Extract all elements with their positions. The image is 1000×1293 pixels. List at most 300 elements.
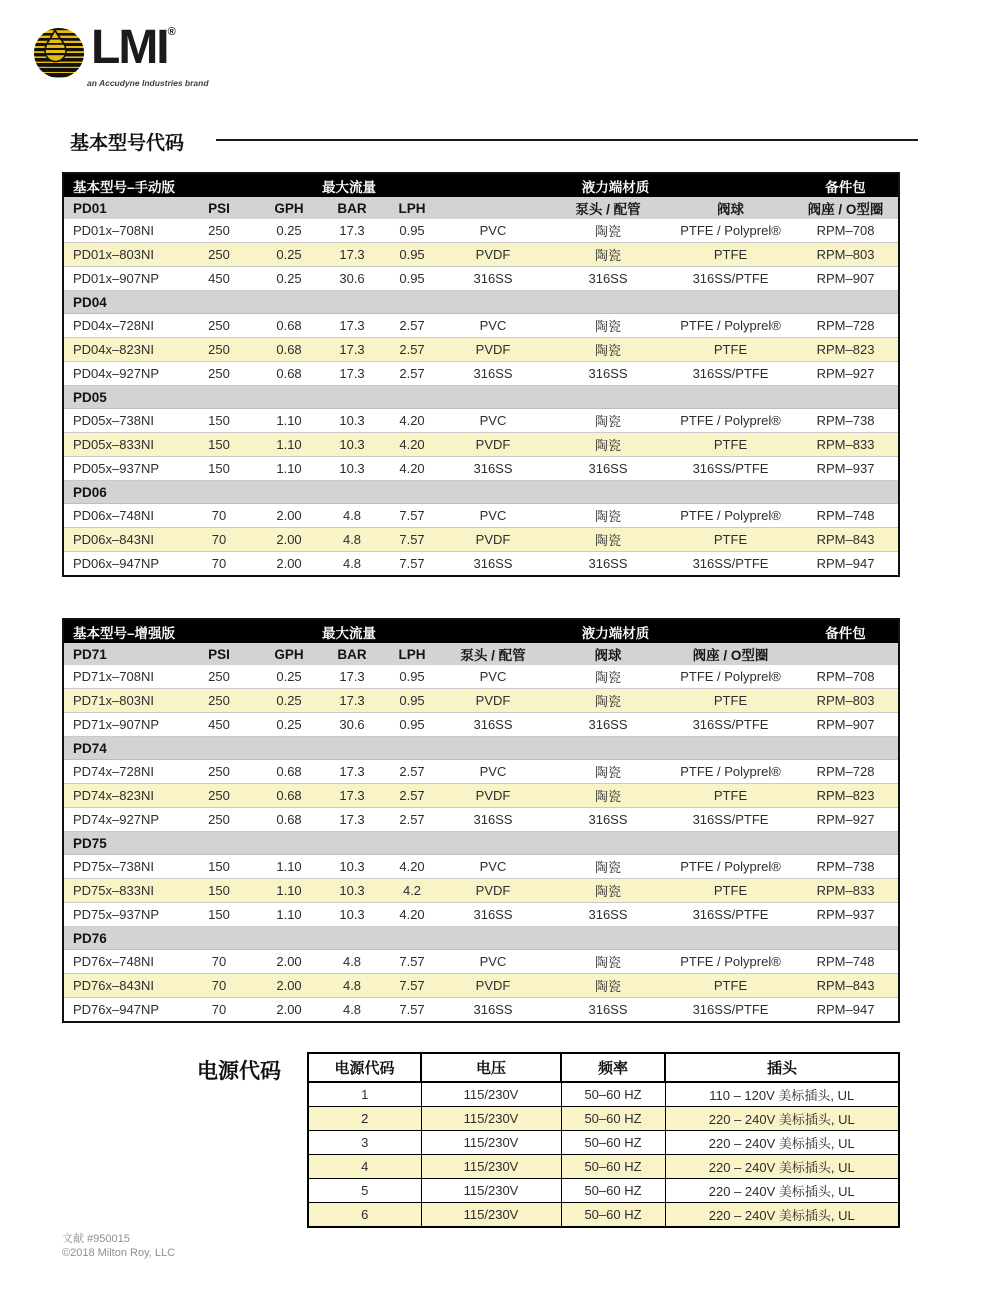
table-cell: 0.95 [386,689,438,713]
table-cell: 4.20 [386,409,438,433]
table-cell: 1.10 [260,855,318,879]
table-cell: 250 [178,314,260,338]
table-cell: PVDF [438,433,548,457]
table-cell: PD74x–728NI [63,760,178,784]
table-cell: 0.25 [260,713,318,737]
table-cell: PVC [438,665,548,689]
table-row [63,457,899,481]
table-cell: RPM–803 [793,243,899,267]
table-cell: 4.20 [386,433,438,457]
table-cell: PVDF [438,879,548,903]
table-cell: PTFE / Polyprel® [668,219,793,243]
table-cell: 7.57 [386,528,438,552]
table-cell: PTFE [668,338,793,362]
table-row [63,409,899,433]
table-cell: RPM–748 [793,504,899,528]
table-cell: 1.10 [260,879,318,903]
table-row [63,950,899,974]
table-cell: 115/230V [421,1107,561,1131]
table-cell: 0.25 [260,219,318,243]
table-cell: RPM–708 [793,219,899,243]
table-row [63,713,899,737]
section-row [63,737,899,760]
table-row [308,1107,899,1131]
power-table-body [308,1082,899,1227]
table-row [63,528,899,552]
table-cell: PTFE [668,243,793,267]
table-cell: PD71x–907NP [63,713,178,737]
table-cell: 316SS [548,267,668,291]
table-row [308,1155,899,1179]
table-cell: 316SS [438,457,548,481]
table-row [308,1131,899,1155]
table-cell: 0.25 [260,689,318,713]
table-cell: RPM–907 [793,267,899,291]
table-cell: 17.3 [318,808,386,832]
table-cell: 250 [178,362,260,386]
table-row [63,760,899,784]
column-header: 阀座 / O型圈 [793,197,899,219]
model-table-manual-body [63,219,899,576]
table-cell: RPM–728 [793,760,899,784]
table-cell: 316SS [548,903,668,927]
table-cell: PTFE [668,689,793,713]
table-cell: 250 [178,338,260,362]
table-cell: 150 [178,879,260,903]
table-cell: 0.68 [260,362,318,386]
table-cell: 2.57 [386,760,438,784]
table-cell: 1.10 [260,903,318,927]
table-cell: 0.68 [260,314,318,338]
table-cell: 30.6 [318,267,386,291]
table-cell: 70 [178,552,260,577]
table-cell: 5 [308,1179,421,1203]
table-cell: 220 – 240V 美标插头, UL [665,1179,899,1203]
table-cell: 316SS [438,267,548,291]
table-cell: 50–60 HZ [561,1179,665,1203]
table-cell: 250 [178,665,260,689]
table-row [63,808,899,832]
table-cell: 50–60 HZ [561,1203,665,1228]
table-cell: PD01x–708NI [63,219,178,243]
table-cell: 7.57 [386,998,438,1023]
table-cell: 10.3 [318,457,386,481]
table-cell: 1 [308,1082,421,1107]
table-cell: 17.3 [318,219,386,243]
table-cell: 0.68 [260,338,318,362]
table-cell: RPM–708 [793,665,899,689]
table-row [63,314,899,338]
table-cell: 50–60 HZ [561,1131,665,1155]
table-cell: RPM–823 [793,338,899,362]
section-row [63,481,899,504]
table-cell: PD74x–823NI [63,784,178,808]
column-header: GPH [260,643,318,665]
table-row [63,552,899,577]
table-cell: 316SS/PTFE [668,808,793,832]
column-header: 频率 [561,1053,665,1082]
table-cell: 2.00 [260,974,318,998]
table-cell: 115/230V [421,1082,561,1107]
table-cell: RPM–937 [793,903,899,927]
table-cell: PD04x–823NI [63,338,178,362]
section-row [63,927,899,950]
section-label: PD74 [63,737,899,760]
table-cell: PTFE / Polyprel® [668,855,793,879]
table-row [63,504,899,528]
column-header: PD01 [63,197,178,219]
table-cell: 7.57 [386,552,438,577]
table-cell: 2.00 [260,552,318,577]
column-header: 泵头 / 配管 [438,643,548,665]
table-cell: 316SS [438,552,548,577]
table-cell: 10.3 [318,879,386,903]
table-cell: 150 [178,855,260,879]
table-cell: RPM–937 [793,457,899,481]
column-header [793,643,899,665]
table-cell: 115/230V [421,1131,561,1155]
table-cell: PTFE [668,528,793,552]
table-cell: 陶瓷 [548,855,668,879]
column-header: 泵头 / 配管 [548,197,668,219]
table-cell: 1.10 [260,409,318,433]
table-cell: 450 [178,713,260,737]
table-cell: 陶瓷 [548,689,668,713]
table-cell: 0.25 [260,267,318,291]
table-row [63,665,899,689]
table-cell: 220 – 240V 美标插头, UL [665,1131,899,1155]
table-cell: 316SS [548,808,668,832]
table-cell: 陶瓷 [548,409,668,433]
table-cell: PD05x–833NI [63,433,178,457]
table-row [308,1179,899,1203]
table-cell: 0.68 [260,760,318,784]
table-cell: PD05x–738NI [63,409,178,433]
table-cell: 220 – 240V 美标插头, UL [665,1107,899,1131]
table-cell: PD71x–803NI [63,689,178,713]
table-cell: 2.00 [260,998,318,1023]
table-cell: 316SS/PTFE [668,713,793,737]
table-cell: PTFE / Polyprel® [668,504,793,528]
table-cell: 115/230V [421,1203,561,1228]
column-header: LPH [386,197,438,219]
table-cell: PD06x–947NP [63,552,178,577]
table-cell: PD76x–843NI [63,974,178,998]
table-cell: 2.00 [260,504,318,528]
table-cell: 110 – 120V 美标插头, UL [665,1082,899,1107]
table-cell: PD76x–748NI [63,950,178,974]
table-row [63,219,899,243]
table-cell: RPM–927 [793,808,899,832]
table-cell: 3 [308,1131,421,1155]
table-cell: PVC [438,760,548,784]
table-row [63,689,899,713]
table-cell: PD06x–843NI [63,528,178,552]
table-cell: PD04x–728NI [63,314,178,338]
table-cell: 250 [178,219,260,243]
table-cell: 6 [308,1203,421,1228]
table-row [63,243,899,267]
band-material-header: 液力端材质 [438,173,793,197]
table-row [308,1082,899,1107]
table-cell: 7.57 [386,974,438,998]
table-cell: 17.3 [318,243,386,267]
table-cell: 220 – 240V 美标插头, UL [665,1203,899,1228]
section-label: PD04 [63,291,899,314]
table-cell: 316SS [438,998,548,1023]
table-row [63,267,899,291]
table-cell: 0.95 [386,219,438,243]
band-material-header: 液力端材质 [438,619,793,643]
table-cell: 0.25 [260,665,318,689]
table-cell: RPM–927 [793,362,899,386]
table-cell: 2.00 [260,528,318,552]
table-cell: PVDF [438,528,548,552]
table-cell: 4.20 [386,457,438,481]
table-cell: PD04x–927NP [63,362,178,386]
table-row [63,433,899,457]
table-cell: RPM–947 [793,998,899,1023]
section-row [63,291,899,314]
table-cell: PTFE / Polyprel® [668,409,793,433]
section-label: PD76 [63,927,899,950]
lmi-logo [33,21,176,85]
table-cell: 4.8 [318,974,386,998]
document-number: 文献 #950015 [62,1233,130,1245]
column-header: 电压 [421,1053,561,1082]
table-cell: 316SS/PTFE [668,998,793,1023]
table-cell: 0.95 [386,665,438,689]
table-cell: PVC [438,950,548,974]
power-header-row [308,1053,899,1082]
band-title: 基本型号–增强版 [63,619,260,643]
table-cell: 70 [178,504,260,528]
table-cell: 7.57 [386,950,438,974]
table-row [63,362,899,386]
table-cell: PVC [438,314,548,338]
table-cell: 17.3 [318,689,386,713]
table-cell: 10.3 [318,855,386,879]
table-cell: 陶瓷 [548,950,668,974]
table-cell: 4.8 [318,504,386,528]
table-row [63,784,899,808]
table-cell: 陶瓷 [548,504,668,528]
table-cell: 316SS [438,903,548,927]
band-flow-header: 最大流量 [260,619,438,643]
table-cell: PTFE / Polyprel® [668,665,793,689]
table-cell: PD75x–738NI [63,855,178,879]
table-cell: PD01x–803NI [63,243,178,267]
table-cell: PVC [438,219,548,243]
table-cell: 316SS/PTFE [668,552,793,577]
column-header: 插头 [665,1053,899,1082]
table-cell: 17.3 [318,362,386,386]
table-cell: 50–60 HZ [561,1107,665,1131]
table-cell: PVDF [438,689,548,713]
table-cell: PTFE / Polyprel® [668,760,793,784]
table-cell: 150 [178,457,260,481]
table-cell: 316SS [438,362,548,386]
table-cell: 30.6 [318,713,386,737]
model-table-enhanced [62,618,900,1023]
table-cell: 316SS [548,713,668,737]
table-cell: PVDF [438,784,548,808]
lmi-wordmark: LMI® [91,21,176,74]
table-cell: 250 [178,808,260,832]
table-cell: RPM–833 [793,879,899,903]
table-cell: 2.57 [386,314,438,338]
table-cell: RPM–738 [793,855,899,879]
table-cell: 2.57 [386,784,438,808]
table-cell: 316SS/PTFE [668,457,793,481]
column-header: GPH [260,197,318,219]
table-cell: RPM–728 [793,314,899,338]
table-cell: 17.3 [318,338,386,362]
table-cell: 50–60 HZ [561,1082,665,1107]
table-cell: 陶瓷 [548,243,668,267]
column-header: PSI [178,197,260,219]
column-header: 阀座 / O型圈 [668,643,793,665]
column-header [438,197,548,219]
table-cell: 陶瓷 [548,338,668,362]
table-cell: 250 [178,689,260,713]
table-cell: 4.8 [318,528,386,552]
band-kit-header: 备件包 [793,173,899,197]
model-table-enhanced-body [63,665,899,1022]
table-cell: PTFE / Polyprel® [668,950,793,974]
table-cell: 316SS [548,552,668,577]
table-row [63,998,899,1023]
model-table-manual [62,172,900,577]
table-cell: PTFE [668,879,793,903]
table-cell: 陶瓷 [548,784,668,808]
column-header: BAR [318,643,386,665]
section-row [63,832,899,855]
table-cell: PTFE / Polyprel® [668,314,793,338]
table-cell: 4.20 [386,903,438,927]
table-subheader-row [63,197,899,219]
table-row [63,879,899,903]
table-band-row [63,173,899,197]
table-cell: 115/230V [421,1155,561,1179]
table-cell: PD71x–708NI [63,665,178,689]
table-cell: 316SS [548,998,668,1023]
section-label: PD05 [63,386,899,409]
table-cell: 17.3 [318,784,386,808]
table-cell: 316SS/PTFE [668,267,793,291]
table-cell: 70 [178,974,260,998]
table-cell: PVDF [438,974,548,998]
table-cell: 220 – 240V 美标插头, UL [665,1155,899,1179]
table-cell: 0.68 [260,808,318,832]
column-header: LPH [386,643,438,665]
table-cell: 2.57 [386,808,438,832]
table-row [308,1203,899,1228]
brand-tagline: an Accudyne Industries brand [87,78,209,88]
table-cell: 250 [178,784,260,808]
column-header: 阀球 [548,643,668,665]
table-cell: PTFE [668,433,793,457]
table-cell: 150 [178,903,260,927]
table-cell: 0.68 [260,784,318,808]
table-cell: 450 [178,267,260,291]
table-cell: 17.3 [318,314,386,338]
table-cell: 316SS/PTFE [668,362,793,386]
table-cell: 2.57 [386,338,438,362]
section-label: PD75 [63,832,899,855]
table-cell: PVC [438,855,548,879]
page-footer [62,1232,175,1260]
table-cell: 0.25 [260,243,318,267]
page-title: 基本型号代码 [70,133,185,154]
table-cell: 250 [178,760,260,784]
table-row [63,903,899,927]
table-cell: 陶瓷 [548,974,668,998]
table-cell: 10.3 [318,903,386,927]
table-cell: 10.3 [318,409,386,433]
table-cell: PVC [438,409,548,433]
table-cell: 70 [178,998,260,1023]
band-flow-header: 最大流量 [260,173,438,197]
table-cell: RPM–833 [793,433,899,457]
table-subheader-row [63,643,899,665]
table-cell: RPM–843 [793,974,899,998]
table-cell: 10.3 [318,433,386,457]
table-cell: 17.3 [318,760,386,784]
column-header: BAR [318,197,386,219]
table-cell: 2.57 [386,362,438,386]
table-cell: RPM–823 [793,784,899,808]
table-cell: RPM–843 [793,528,899,552]
table-cell: PTFE [668,784,793,808]
table-cell: 陶瓷 [548,528,668,552]
power-code-table [307,1052,900,1228]
table-band-row [63,619,899,643]
table-cell: RPM–947 [793,552,899,577]
column-header: 阀球 [668,197,793,219]
column-header: PSI [178,643,260,665]
table-cell: 4.8 [318,950,386,974]
table-cell: 2.00 [260,950,318,974]
table-row [63,855,899,879]
table-cell: 4.8 [318,552,386,577]
table-cell: RPM–748 [793,950,899,974]
table-cell: 0.95 [386,713,438,737]
column-header: PD71 [63,643,178,665]
section-label: PD06 [63,481,899,504]
table-cell: 4.20 [386,855,438,879]
table-cell: PVDF [438,243,548,267]
table-cell: 4.8 [318,998,386,1023]
table-cell: RPM–907 [793,713,899,737]
lmi-striped-drop-icon [33,24,85,85]
table-cell: 陶瓷 [548,433,668,457]
table-cell: 陶瓷 [548,879,668,903]
table-cell: 150 [178,433,260,457]
section-row [63,386,899,409]
column-header: 电源代码 [308,1053,421,1082]
table-cell: RPM–803 [793,689,899,713]
table-cell: 4.2 [386,879,438,903]
table-cell: 70 [178,950,260,974]
table-cell: 316SS [548,362,668,386]
table-cell: 316SS [438,808,548,832]
table-cell: 250 [178,243,260,267]
table-cell: 陶瓷 [548,665,668,689]
table-cell: 陶瓷 [548,314,668,338]
table-row [63,338,899,362]
table-cell: 50–60 HZ [561,1155,665,1179]
